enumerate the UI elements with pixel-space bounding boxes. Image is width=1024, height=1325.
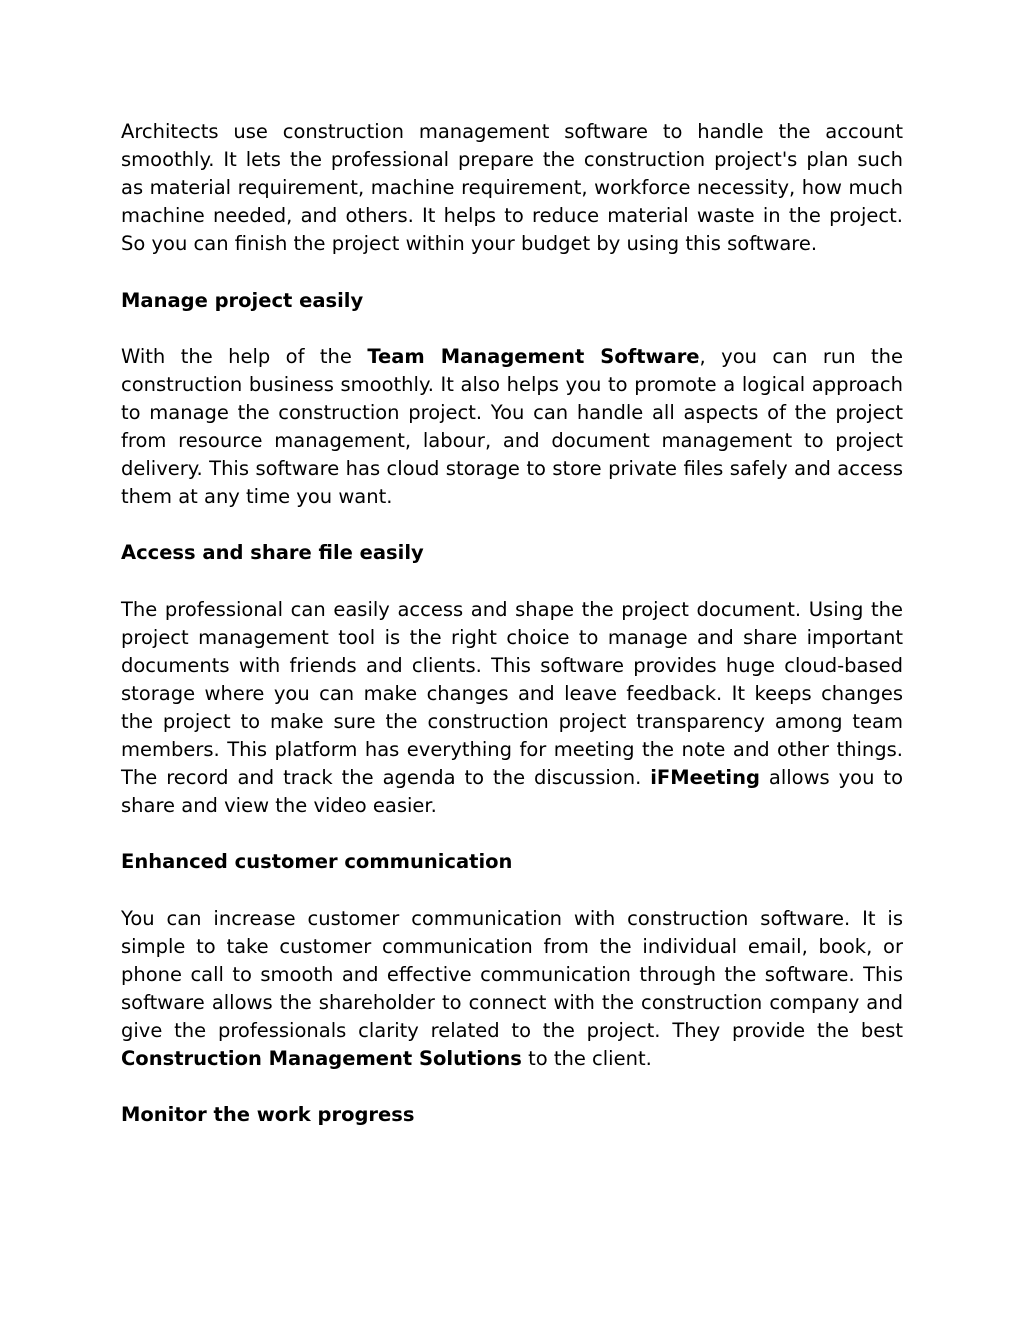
heading-customer-communication: Enhanced customer communication (121, 850, 513, 874)
heading-access-share: Access and share file easily (121, 541, 424, 565)
heading-monitor-progress: Monitor the work progress (121, 1103, 415, 1127)
paragraph-text: You can increase customer communication with construction software. It is simple to take customer communication from the individual email, book, or phone call to smooth and effective communication through the software. This software allows the shareholder to connect with the construction company and give the professionals clarity related to the project. They provide the best (121, 906, 903, 1042)
keyword-ifmeeting: iFMeeting (650, 766, 760, 790)
paragraph-customer-communication (121, 905, 903, 1074)
paragraph-manage-project (121, 343, 903, 512)
paragraph-intro: Architects use construction management software to handle the account smoothly. It lets the professional prepare the construction project's plan such as material requirement, machine requirement, workforce necessity, how much machine needed, and others. It helps to reduce material waste in the project. So you can finish the project within your budget by using this software. (121, 120, 903, 256)
heading-manage-project: Manage project easily (121, 288, 364, 312)
keyword-construction-management-solutions: Construction Management Solutions (121, 1047, 522, 1071)
document-page (121, 118, 903, 1157)
paragraph-text: With the help of the (121, 344, 368, 368)
paragraph-text: to the client. (521, 1047, 652, 1071)
keyword-team-management-software: Team Management Software (367, 344, 700, 368)
paragraph-text: allows you to share and view the video easier. (121, 766, 903, 818)
paragraph-text: , you can run the construction business smoothly. It also helps you to promote a logical approach to manage the construction project. You can handle all aspects of the project from resource management, labour, and document management to project delivery. This software has cloud storage to store private files safely and access them at any time you want. (121, 344, 904, 509)
paragraph-access-share (121, 596, 903, 821)
paragraph-text: The professional can easily access and shape the project document. Using the project management tool is the right choice to manage and share important documents with friends and clients. This software provides huge cloud-based storage where you can make changes and leave feedback. It keeps changes the project to make sure the construction project transparency among team members. This platform has everything for meeting the note and other things. The record and track the agenda to the discussion. (121, 597, 903, 790)
